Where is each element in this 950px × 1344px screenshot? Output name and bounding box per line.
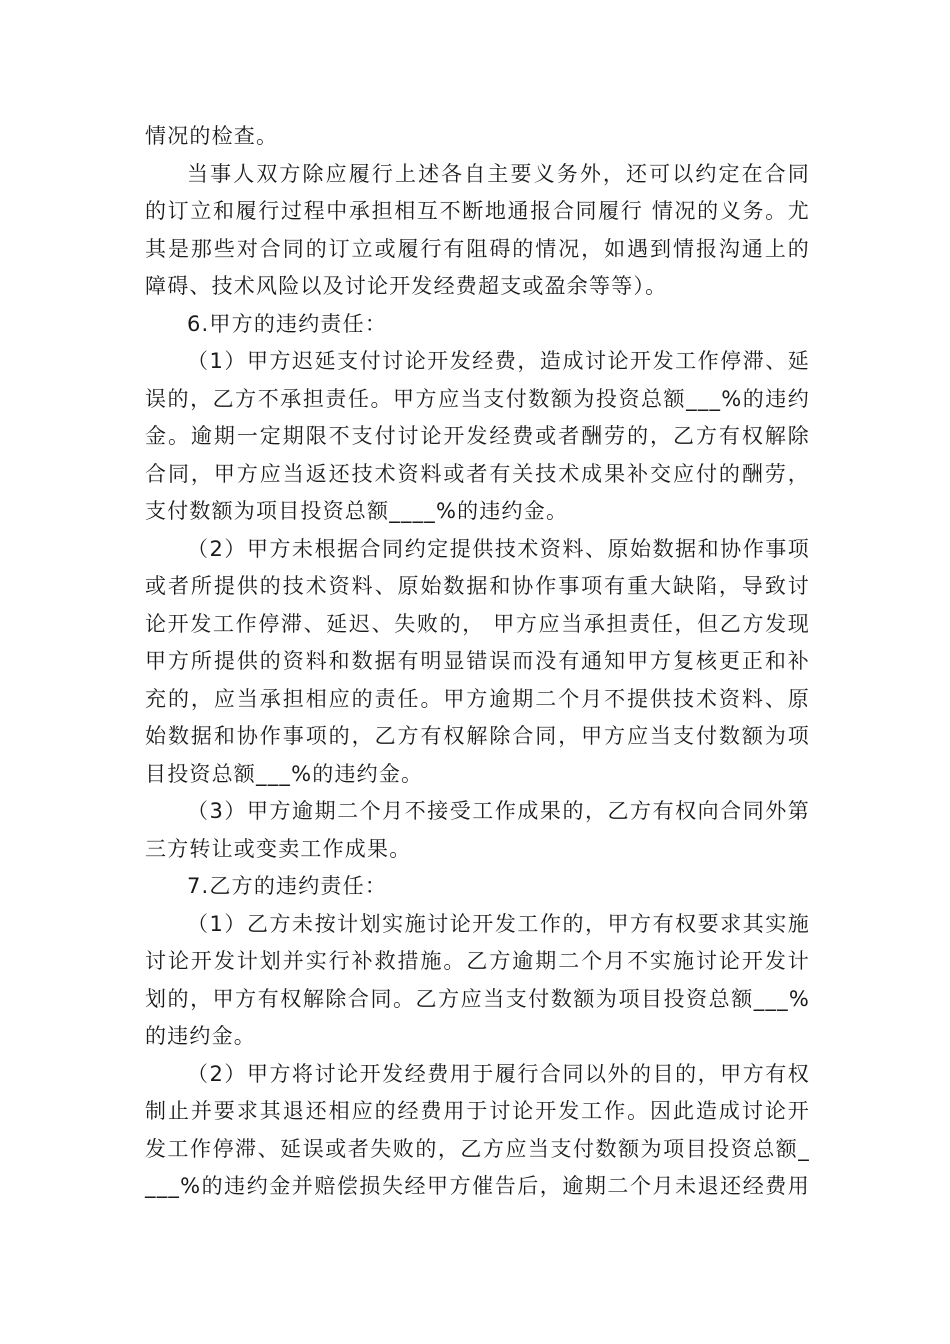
text-line: 合同，甲方应当返还技术资料或者有关技术成果补交应付的酬劳，	[145, 461, 810, 486]
paragraph	[145, 118, 810, 156]
paragraph	[145, 306, 810, 344]
document-body	[145, 118, 810, 1206]
text-line: （3）甲方逾期二个月不接受工作成果的，乙方有权向合同外第	[187, 799, 810, 823]
paragraph	[145, 906, 810, 1056]
text-line: 误的，乙方不承担责任。甲方应当支付数额为投资总额___%的违约	[145, 386, 810, 411]
paragraph	[145, 531, 810, 794]
text-line: 6.甲方的违约责任：	[187, 311, 388, 336]
text-line: 论开发工作停滞、延迟、失败的， 甲方应当承担责任，但乙方发现	[145, 611, 810, 636]
text-line: （2）甲方将讨论开发经费用于履行合同以外的目的，甲方有权	[187, 1061, 810, 1086]
text-line: ___%的违约金并赔偿损失经甲方催告后，逾期二个月未退还经费用	[145, 1174, 810, 1198]
paragraph	[145, 793, 810, 868]
text-line: 甲方所提供的资料和数据有明显错误而没有通知甲方复核更正和补	[145, 649, 810, 673]
text-line: 的违约金。	[145, 1024, 256, 1048]
text-line: 当事人双方除应履行上述各自主要义务外，还可以约定在合同	[187, 161, 810, 186]
text-line: 制止并要求其退还相应的经费用于讨论开发工作。因此造成讨论开	[145, 1099, 810, 1123]
text-line: 7.乙方的违约责任：	[187, 874, 388, 898]
text-line: 始数据和协作事项的，乙方有权解除合同，甲方应当支付数额为项	[145, 724, 810, 748]
paragraph	[145, 343, 810, 531]
text-line: 其是那些对合同的订立或履行有阻碍的情况，如遇到情报沟通上的	[145, 236, 810, 261]
text-line: 障碍、技术风险以及讨论开发经费超支或盈余等等）。	[145, 274, 668, 298]
text-line: 划的，甲方有权解除合同。乙方应当支付数额为项目投资总额___%	[145, 986, 810, 1011]
text-line: 金。逾期一定期限不支付讨论开发经费或者酬劳的，乙方有权解除	[145, 424, 810, 448]
text-line: （2）甲方未根据合同约定提供技术资料、原始数据和协作事项	[187, 536, 810, 561]
text-line: 情况的检查。	[145, 124, 279, 148]
text-line: 或者所提供的技术资料、原始数据和协作事项有重大缺陷，导致讨	[145, 574, 810, 598]
paragraph	[145, 156, 810, 306]
text-line: （1）甲方迟延支付讨论开发经费，造成讨论开发工作停滞、延	[187, 349, 810, 373]
text-line: （1）乙方未按计划实施讨论开发工作的，甲方有权要求其实施	[187, 911, 810, 936]
paragraph	[145, 1056, 810, 1206]
text-line: 的订立和履行过程中承担相互不断地通报合同履行 情况的义务。尤	[145, 199, 810, 223]
text-line: 充的，应当承担相应的责任。甲方逾期二个月不提供技术资料、原	[145, 686, 810, 711]
text-line: 讨论开发计划并实行补救措施。乙方逾期二个月不实施讨论开发计	[145, 949, 810, 973]
text-line: 发工作停滞、延误或者失败的，乙方应当支付数额为项目投资总额_	[145, 1136, 810, 1161]
text-line: 目投资总额___%的违约金。	[145, 761, 424, 786]
text-line: 三方转让或变卖工作成果。	[145, 836, 412, 861]
text-line: 支付数额为项目投资总额____%的违约金。	[145, 499, 569, 523]
paragraph	[145, 868, 810, 906]
